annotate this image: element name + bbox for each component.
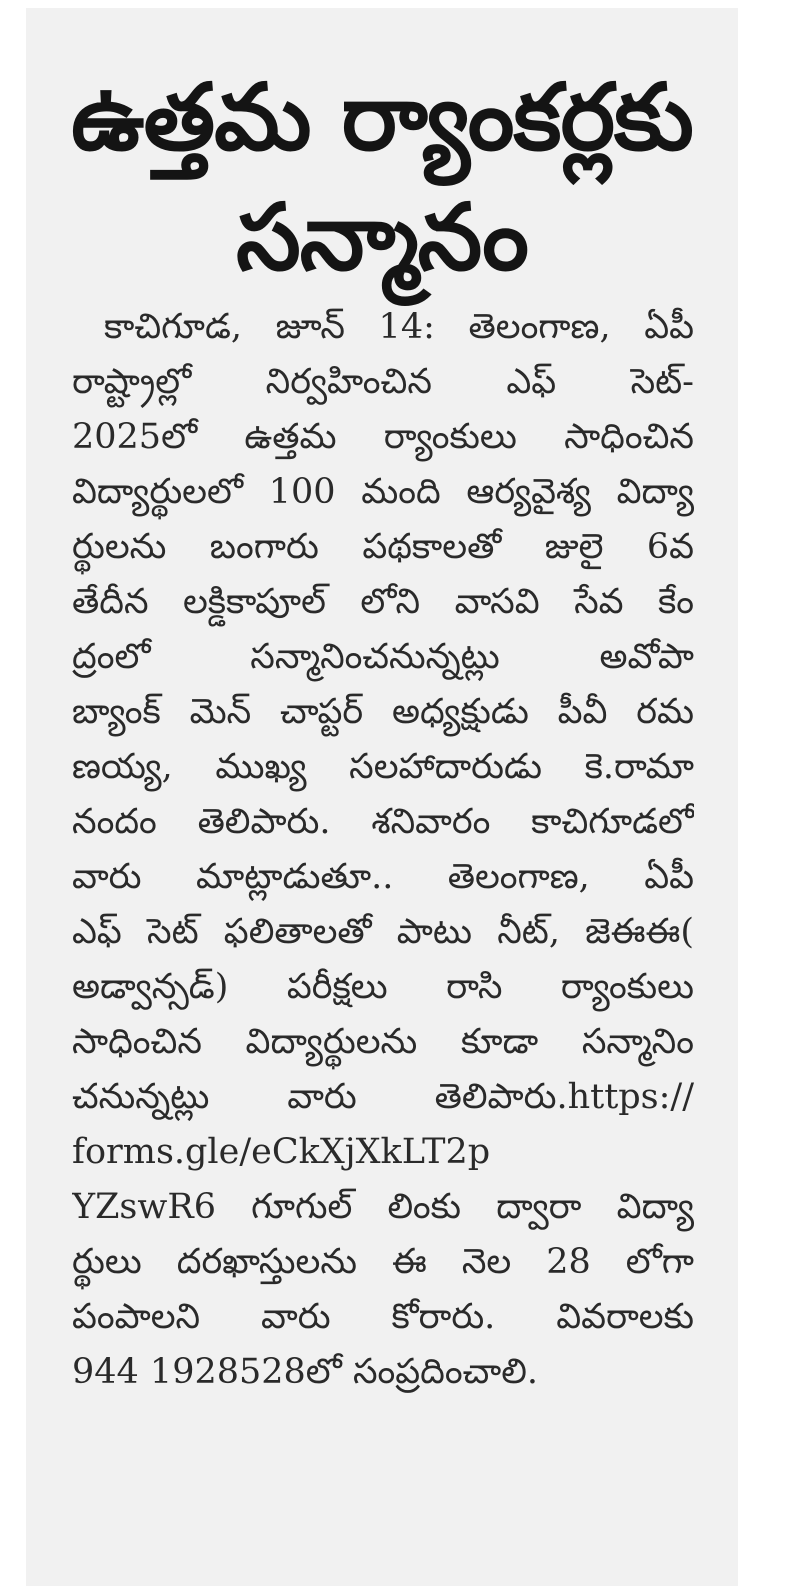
body-line: 2025లో ఉత్తమ ర్యాంకులు సాధించిన <box>72 417 694 457</box>
body-line: రాష్ట్రాల్లో నిర్వహించిన ఎఫ్ సెట్- <box>72 362 694 402</box>
body-line: బ్యాంక్ మెన్ చాప్టర్ అధ్యక్షుడు పీవీ రమ <box>72 692 694 732</box>
body-line: పంపాలని వారు కోరారు. వివరాలకు <box>72 1297 694 1337</box>
body-line: 944 1928528లో సంప్రదించాలి. <box>72 1352 538 1392</box>
body-line: ర్థులను బంగారు పథకాలతో జులై 6వ <box>72 527 694 567</box>
body-line: ర్థులు దరఖాస్తులను ఈ నెల 28 లోగా <box>72 1242 694 1282</box>
body-line: నందం తెలిపారు. శనివారం కాచిగూడలో <box>72 802 694 842</box>
body-line: వారు మాట్లాడుతూ.. తెలంగాణ, ఏపీ <box>72 857 694 897</box>
article-headline <box>26 58 738 298</box>
headline-line-1: ఉత్తమ ర్యాంకర్లకు <box>71 64 693 171</box>
body-line: ఎఫ్ సెట్ ఫలితాలతో పాటు నీట్, జెఈఈ( <box>72 912 694 952</box>
body-line: forms.gle/eCkXjXkLT2p <box>72 1132 491 1172</box>
body-line: ద్రంలో సన్మానించనున్నట్లు అవోపా <box>72 637 694 677</box>
next-article-headline-cutoff <box>74 1546 714 1586</box>
body-line: తేదీన లక్డికాపూల్ లోని వాసవి సేవ కేం <box>72 582 694 622</box>
body-line: అడ్వాన్సడ్) పరీక్షలు రాసి ర్యాంకులు <box>72 967 694 1007</box>
body-line: YZswR6 గూగుల్ లింకు ద్వారా విద్యా <box>72 1187 694 1227</box>
body-line: కాచిగూడ, జూన్ 14: తెలంగాణ, ఏపీ <box>104 307 694 347</box>
body-line: సాధించిన విద్యార్థులను కూడా సన్మానిం <box>72 1022 694 1062</box>
article-body <box>72 300 694 1400</box>
body-line: ణయ్య, ముఖ్య సలహాదారుడు కె.రామా <box>72 747 694 787</box>
body-line: విద్యార్థులలో 100 మంది ఆర్యవైశ్య విద్యా <box>72 472 694 512</box>
body-line: చనున్నట్లు వారు తెలిపారు.https:// <box>72 1077 694 1117</box>
headline-line-2: సన్మానం <box>236 184 528 291</box>
newspaper-clipping <box>26 8 738 1586</box>
